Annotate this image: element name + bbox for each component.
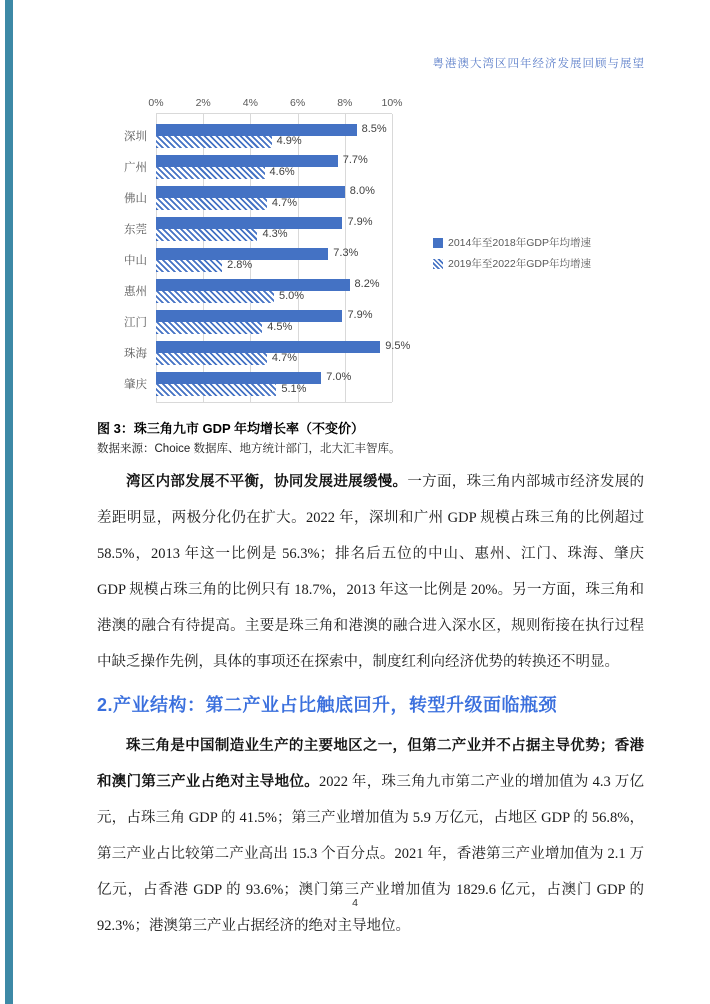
- paragraph1-body-text: 一方面，珠三角内部城市经济发展的差距明显，两极分化仍在扩大。2022 年，深圳和广州 GDP 规模占珠三角的比例超过 58.5%，2013 年这一比例是 56.3%；排名后五位的中山、惠州、江门、珠海、肇庆 GDP 规模占珠三角的比例只有 18.7%，2013 年这一比例是 20%。另一方面，珠三角和港澳的融合有待提高。主要是珠三角和港澳的融合进入深水区，规则衔接在执行过程中缺乏操作先例，具体的事项还在探索中，制度红利向经济优势的转换还不明显。: [97, 474, 645, 670]
- bar-solid: [156, 186, 345, 198]
- bar-hatched: [156, 384, 276, 396]
- bar-hatched: [156, 136, 272, 148]
- paragraph2-bold-lead: 珠三角是中国制造业生产的主要地区之一，但第二产业并不占据主导优势；香港和澳门第三产业占绝对主导地位。: [97, 738, 644, 790]
- bar-value-label: 7.3%: [333, 247, 359, 259]
- chart-category-label: 东莞: [124, 224, 147, 236]
- bar-hatched: [156, 229, 257, 241]
- bar-hatched: [156, 353, 267, 365]
- bar-value-label: 4.5%: [267, 321, 293, 333]
- chart-legend: [433, 235, 591, 277]
- chart-category-label: 珠海: [124, 348, 147, 360]
- bar-value-label: 8.2%: [354, 278, 380, 290]
- bar-value-label: 7.7%: [342, 154, 368, 166]
- figure-caption: 图 3：珠三角九市 GDP 年均增长率（不变价）: [97, 421, 365, 436]
- paragraph1-bold-lead: 湾区内部发展不平衡，协同发展进展缓慢。: [126, 474, 408, 490]
- bar-value-label: 9.5%: [385, 340, 411, 352]
- left-accent-bar: [5, 0, 13, 1004]
- gdp-growth-bar-chart: [97, 96, 642, 414]
- x-axis-tick-label: 2%: [195, 97, 211, 109]
- bar-hatched: [156, 198, 267, 210]
- chart-category-label: 深圳: [124, 131, 147, 143]
- legend-marker-solid: [433, 238, 443, 248]
- chart-category-label: 江门: [124, 317, 147, 329]
- x-axis-tick-label: 6%: [290, 97, 306, 109]
- bar-hatched: [156, 291, 274, 303]
- paragraph2-body-text: 2022 年，珠三角九市第二产业的增加值为 4.3 万亿元，占珠三角 GDP 的 41.5%；第三产业增加值为 5.9 万亿元，占地区 GDP 的 56.8%，第三产业占比较第二产业高出 15.3 个百分点。2021 年，香港第三产业增加值为 2.1 万亿元，占香港 GDP 的 93.6%；澳门第三产业增加值为 1829.6 亿元，占澳门 GDP 的 92.3%；港澳第三产业占据经济的绝对主导地位。: [97, 774, 644, 934]
- bar-value-label: 4.3%: [262, 228, 288, 240]
- bar-value-label: 4.7%: [271, 197, 297, 209]
- chart-gridline: [392, 114, 393, 402]
- bar-value-label: 4.9%: [276, 135, 302, 147]
- bar-value-label: 7.0%: [326, 371, 352, 383]
- bar-solid: [156, 341, 380, 353]
- bar-hatched: [156, 260, 222, 272]
- bar-value-label: 4.6%: [269, 166, 295, 178]
- chart-category-label: 惠州: [124, 286, 147, 298]
- bar-value-label: 8.0%: [349, 185, 375, 197]
- chart-category-label: 广州: [124, 162, 147, 174]
- section-heading-industry-structure: 2.产业结构：第二产业占比触底回升，转型升级面临瓶颈: [97, 695, 558, 715]
- figure-data-source: 数据来源：Choice 数据库、地方统计部门，北大汇丰智库。: [97, 443, 401, 455]
- legend-marker-hatched: [433, 259, 443, 269]
- x-axis-tick-label: 4%: [242, 97, 258, 109]
- chart-category-label: 肇庆: [124, 379, 147, 391]
- bar-solid: [156, 124, 357, 136]
- bar-value-label: 7.9%: [347, 309, 373, 321]
- chart-category-label: 佛山: [124, 193, 147, 205]
- legend-series-label: 2019年至2022年GDP年均增速: [448, 258, 591, 270]
- bar-hatched: [156, 322, 262, 334]
- x-axis-tick-label: 8%: [337, 97, 353, 109]
- legend-series-label: 2014年至2018年GDP年均增速: [448, 237, 591, 249]
- bar-solid: [156, 217, 342, 229]
- x-axis-tick-label: 10%: [381, 97, 403, 109]
- bar-solid: [156, 279, 350, 291]
- paragraph-industry-structure: [97, 728, 644, 944]
- chart-category-label: 中山: [124, 255, 147, 267]
- bar-value-label: 7.9%: [347, 216, 373, 228]
- bar-value-label: 5.0%: [279, 290, 305, 302]
- bar-hatched: [156, 167, 265, 179]
- bar-value-label: 4.7%: [271, 352, 297, 364]
- legend-item: [433, 235, 591, 250]
- x-axis-tick-label: 0%: [148, 97, 164, 109]
- chart-plot-area: [148, 97, 411, 403]
- page-header-title: 粤港澳大湾区四年经济发展回顾与展望: [432, 58, 645, 70]
- legend-item: [433, 256, 591, 271]
- bar-solid: [156, 155, 338, 167]
- bar-value-label: 5.1%: [281, 383, 307, 395]
- bar-value-label: 8.5%: [361, 123, 387, 135]
- page-number: 4: [352, 897, 358, 909]
- paragraph-bay-area-imbalance: [97, 464, 644, 680]
- bar-value-label: 2.8%: [227, 259, 253, 271]
- bar-solid: [156, 310, 342, 322]
